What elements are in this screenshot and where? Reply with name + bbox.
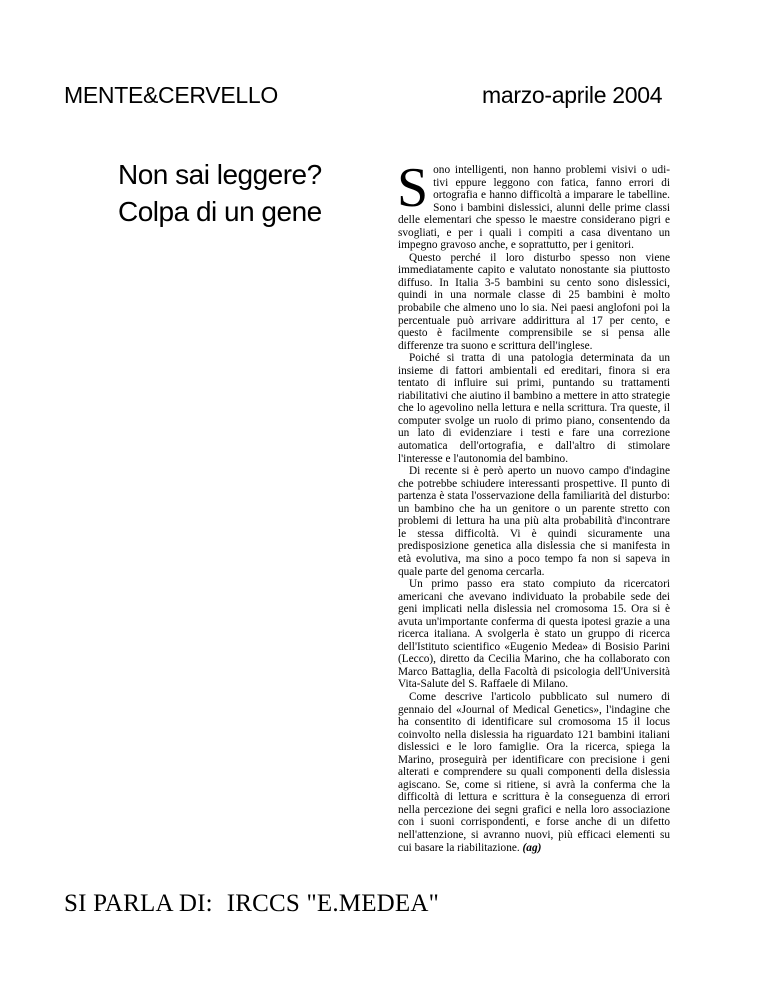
article-paragraph-3: Poiché si tratta di una patologia determinata da un insieme di fattori ambientali ed ereditari, finora si era tentato di influire sui primi, puntando su trattamenti riabilitativi che aiutino il bambino a mettere in atto strategie che lo agevolino nella lettura e nella scrittura. Tra queste, il computer svolge un ruolo di primo piano, consentendo da un lato di evidenziare i testi e fare una correzione automatica dell'ortografia, e dall'altro di stimolare l'interesse e l'autonomia del bambino. [398,352,670,465]
article-title [118,156,322,230]
article-paragraph-6-text: Come descrive l'articolo pubblicato sul numero di gennaio del «Journal of Medical Genetics», l'indagine che ha consentito di identificare sul cromosoma 15 il locus coinvolto nella dislessia ha riguardato 121 bambini italiani dislessici e le loro famiglie. Ora la ricerca, spiega la Marino, proseguirà per identificare con precisione i geni alterati e comprendere su quali componenti della dislessia agiscano. Se, come si ritiene, si avrà la conferma che la difficoltà di lettura e scrittura è la conseguenza di errori nella percezione dei segni grafici e nella loro associazione con i suoni corrispondenti, e forse anche di un difetto nell'attenzione, si avranno nuovi, più efficaci elementi su cui basare la riabilitazione. [398,690,670,854]
author-signature: (ag) [522,841,542,854]
footer-tag [64,890,439,918]
article-paragraph-2: Questo perché il loro disturbo spesso non viene immediatamente capito e valutato nonostante sia piuttosto diffuso. In Italia 3-5 bambini su cento sono dislessici, quindi in una normale classe di 25 bambini è molto probabile che almeno uno lo sia. Nei paesi anglofoni poi la percentuale può arrivare addirittura al 17 per cento, e questo è facilmente comprensibile se si pensa alle differenze tra suono e scrittura dell'inglese. [398,251,670,352]
magazine-name: MENTE&CERVELLO [64,82,278,108]
drop-cap: S [397,157,429,219]
footer-subject: IRCCS "E.MEDEA" [226,890,440,917]
article-paragraph-6 [398,691,670,854]
article-paragraph-1-text: ono intelligenti, non hanno problemi visivi o udi-tivi eppure leggono con fatica, fanno errori di ortografia e hanno difficoltà a imparare le tabelline. Sono i bambini dislessici, alunni delle prime classi delle elementari che spesso le maestre considerano pigri e svogliati, e per i quali i compiti a casa diventano un impegno gravoso anche, e soprattutto, per i genitori. [398,164,670,252]
article-title-line-2: Colpa di un gene [118,196,322,227]
article-paragraph-1 [397,157,670,252]
article-body [397,157,670,854]
article-paragraph-5: Un primo passo era stato compiuto da ricercatori americani che avevano individuato la probabile sede dei geni implicati nella dislessia nel cromosoma 15. Ora si è avuta un'importante conferma di questa ipotesi grazie a una ricerca italiana. A svolgerla è stato un gruppo di ricerca dell'Istituto scientifico «Eugenio Medea» di Bosisio Parini (Lecco), diretto da Cecilia Marino, che ha collaborato con Marco Battaglia, della Facoltà di psicologia dell'Università Vita-Salute del S. Raffaele di Milano. [398,578,670,691]
footer-label: SI PARLA DI: [64,890,213,917]
issue-date: marzo-aprile 2004 [482,82,663,108]
article-paragraph-4: Di recente si è però aperto un nuovo campo d'indagine che potrebbe schiudere interessanti prospettive. Il punto di partenza è stata l'osservazione della familiarità del disturbo: un bambino che ha un genitore o un parente stretto con problemi di lettura ha una più alta probabilità d'incontrare le stessa difficoltà. Vi è quindi sicuramente una predisposizione genetica alla dislessia che si manifesta in età evolutiva, ma sino a poco tempo fa non si sapeva in quale parte del genoma cercarla. [398,465,670,578]
article-title-line-1: Non sai leggere? [118,159,322,190]
